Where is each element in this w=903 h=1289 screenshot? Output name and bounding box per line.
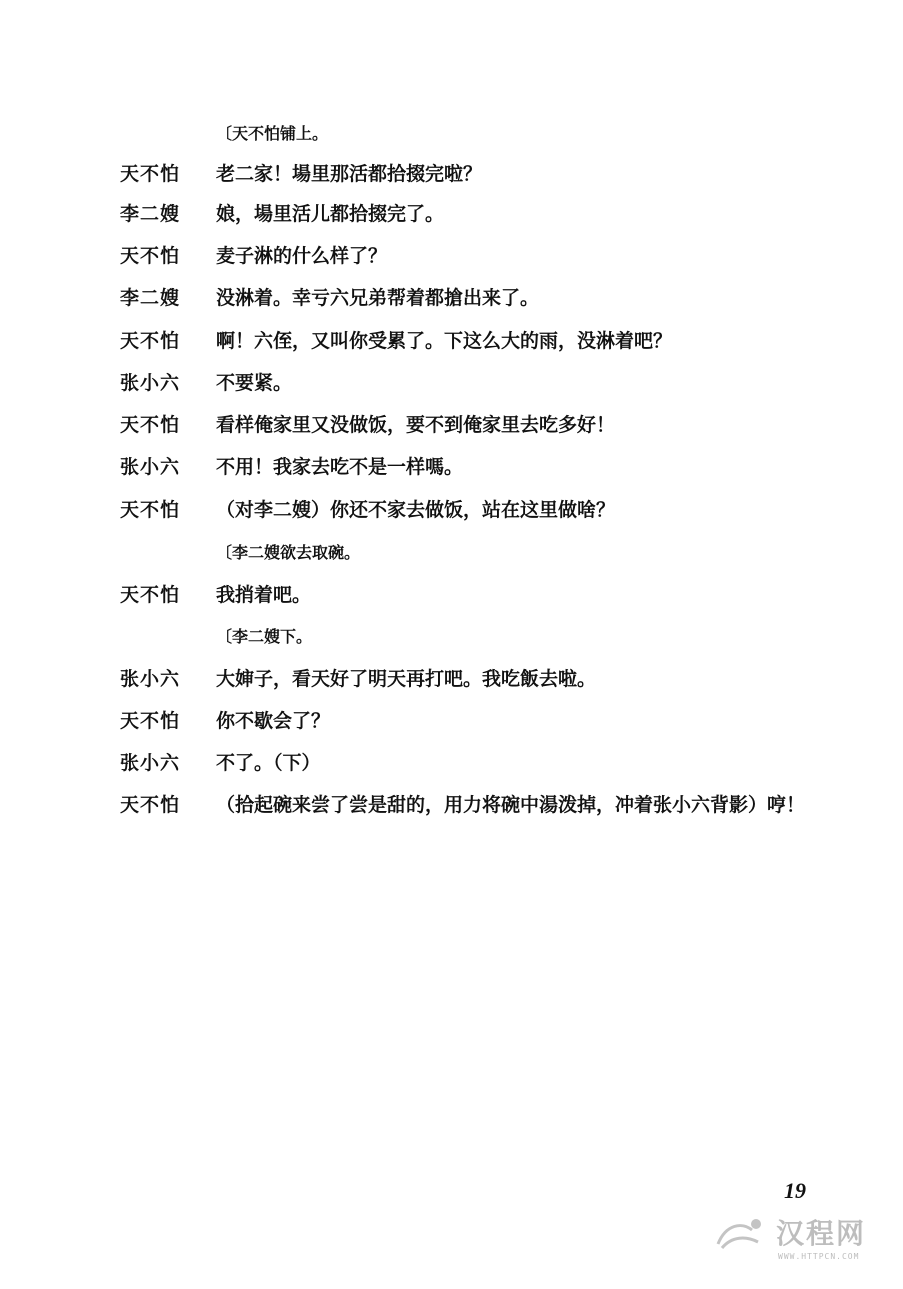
watermark-logo-icon	[712, 1214, 772, 1254]
dialogue-text: 不要紧。	[216, 372, 293, 394]
dialogue-text: 老二家！場里那活都拾掇完啦？	[216, 163, 483, 185]
dialogue-line	[0, 325, 880, 357]
dialogue-line	[0, 367, 880, 399]
dialogue-line	[0, 789, 880, 821]
dialogue-line	[0, 747, 880, 779]
dialogue-line	[0, 451, 880, 483]
dialogue-line	[0, 198, 880, 230]
stage-direction	[0, 118, 880, 150]
dialogue-text: 大婶子，看天好了明天再打吧。我吃飯去啦。	[216, 668, 597, 690]
speaker-name: 张小六	[120, 752, 181, 774]
dialogue-text: 娘，場里活儿都拾掇完了。	[216, 203, 445, 225]
page-number: 19	[784, 1178, 806, 1203]
dialogue-text: 没淋着。幸亏六兄弟帮着都搶出来了。	[216, 287, 540, 309]
dialogue-text: （对李二嫂）你还不家去做饭，站在这里做啥？	[216, 499, 616, 521]
speaker-name: 天不怕	[120, 163, 181, 185]
stage-direction-text: 〔李二嫂下。	[216, 627, 313, 646]
speaker-name: 天不怕	[120, 794, 181, 816]
stage-direction-text: 〔天不怕铺上。	[216, 124, 329, 143]
speaker-name: 天不怕	[120, 499, 181, 521]
dialogue-line	[0, 409, 880, 441]
dialogue-line	[0, 579, 880, 611]
speaker-name: 天不怕	[120, 245, 181, 267]
dialogue-text: （拾起碗来尝了尝是甜的，用力将碗中湯泼掉，冲着张小六背影）哼！	[216, 794, 806, 816]
speaker-name: 张小六	[120, 456, 181, 478]
speaker-name: 李二嫂	[120, 203, 181, 225]
watermark	[712, 1208, 892, 1274]
stage-direction	[0, 537, 880, 569]
dialogue-text: 不用！我家去吃不是一样嗎。	[216, 456, 464, 478]
speaker-name: 天不怕	[120, 330, 181, 352]
dialogue-text: 我捎着吧。	[216, 584, 312, 606]
dialogue-line	[0, 663, 880, 695]
dialogue-text: 看样俺家里又没做饭，要不到俺家里去吃多好！	[216, 414, 616, 436]
speaker-name: 天不怕	[120, 710, 181, 732]
speaker-name: 天不怕	[120, 414, 181, 436]
dialogue-text: 你不歇会了？	[216, 710, 331, 732]
speaker-name: 张小六	[120, 668, 181, 690]
speaker-name: 张小六	[120, 372, 181, 394]
dialogue-text: 啊！六侄，又叫你受累了。下这么大的雨，没淋着吧？	[216, 330, 673, 352]
dialogue-line	[0, 240, 880, 272]
dialogue-text: 不了。（下）	[216, 752, 321, 774]
speaker-name: 天不怕	[120, 584, 181, 606]
watermark-url: WWW.HTTPCN.COM	[778, 1252, 860, 1261]
stage-direction	[0, 621, 880, 653]
dialogue-line	[0, 494, 880, 526]
dialogue-line	[0, 282, 880, 314]
stage-direction-text: 〔李二嫂欲去取碗。	[216, 543, 361, 562]
speaker-name: 李二嫂	[120, 287, 181, 309]
dialogue-line	[0, 705, 880, 737]
watermark-text: 汉程网	[776, 1217, 867, 1250]
dialogue-text: 麦子淋的什么样了？	[216, 245, 388, 267]
dialogue-line	[0, 158, 880, 190]
